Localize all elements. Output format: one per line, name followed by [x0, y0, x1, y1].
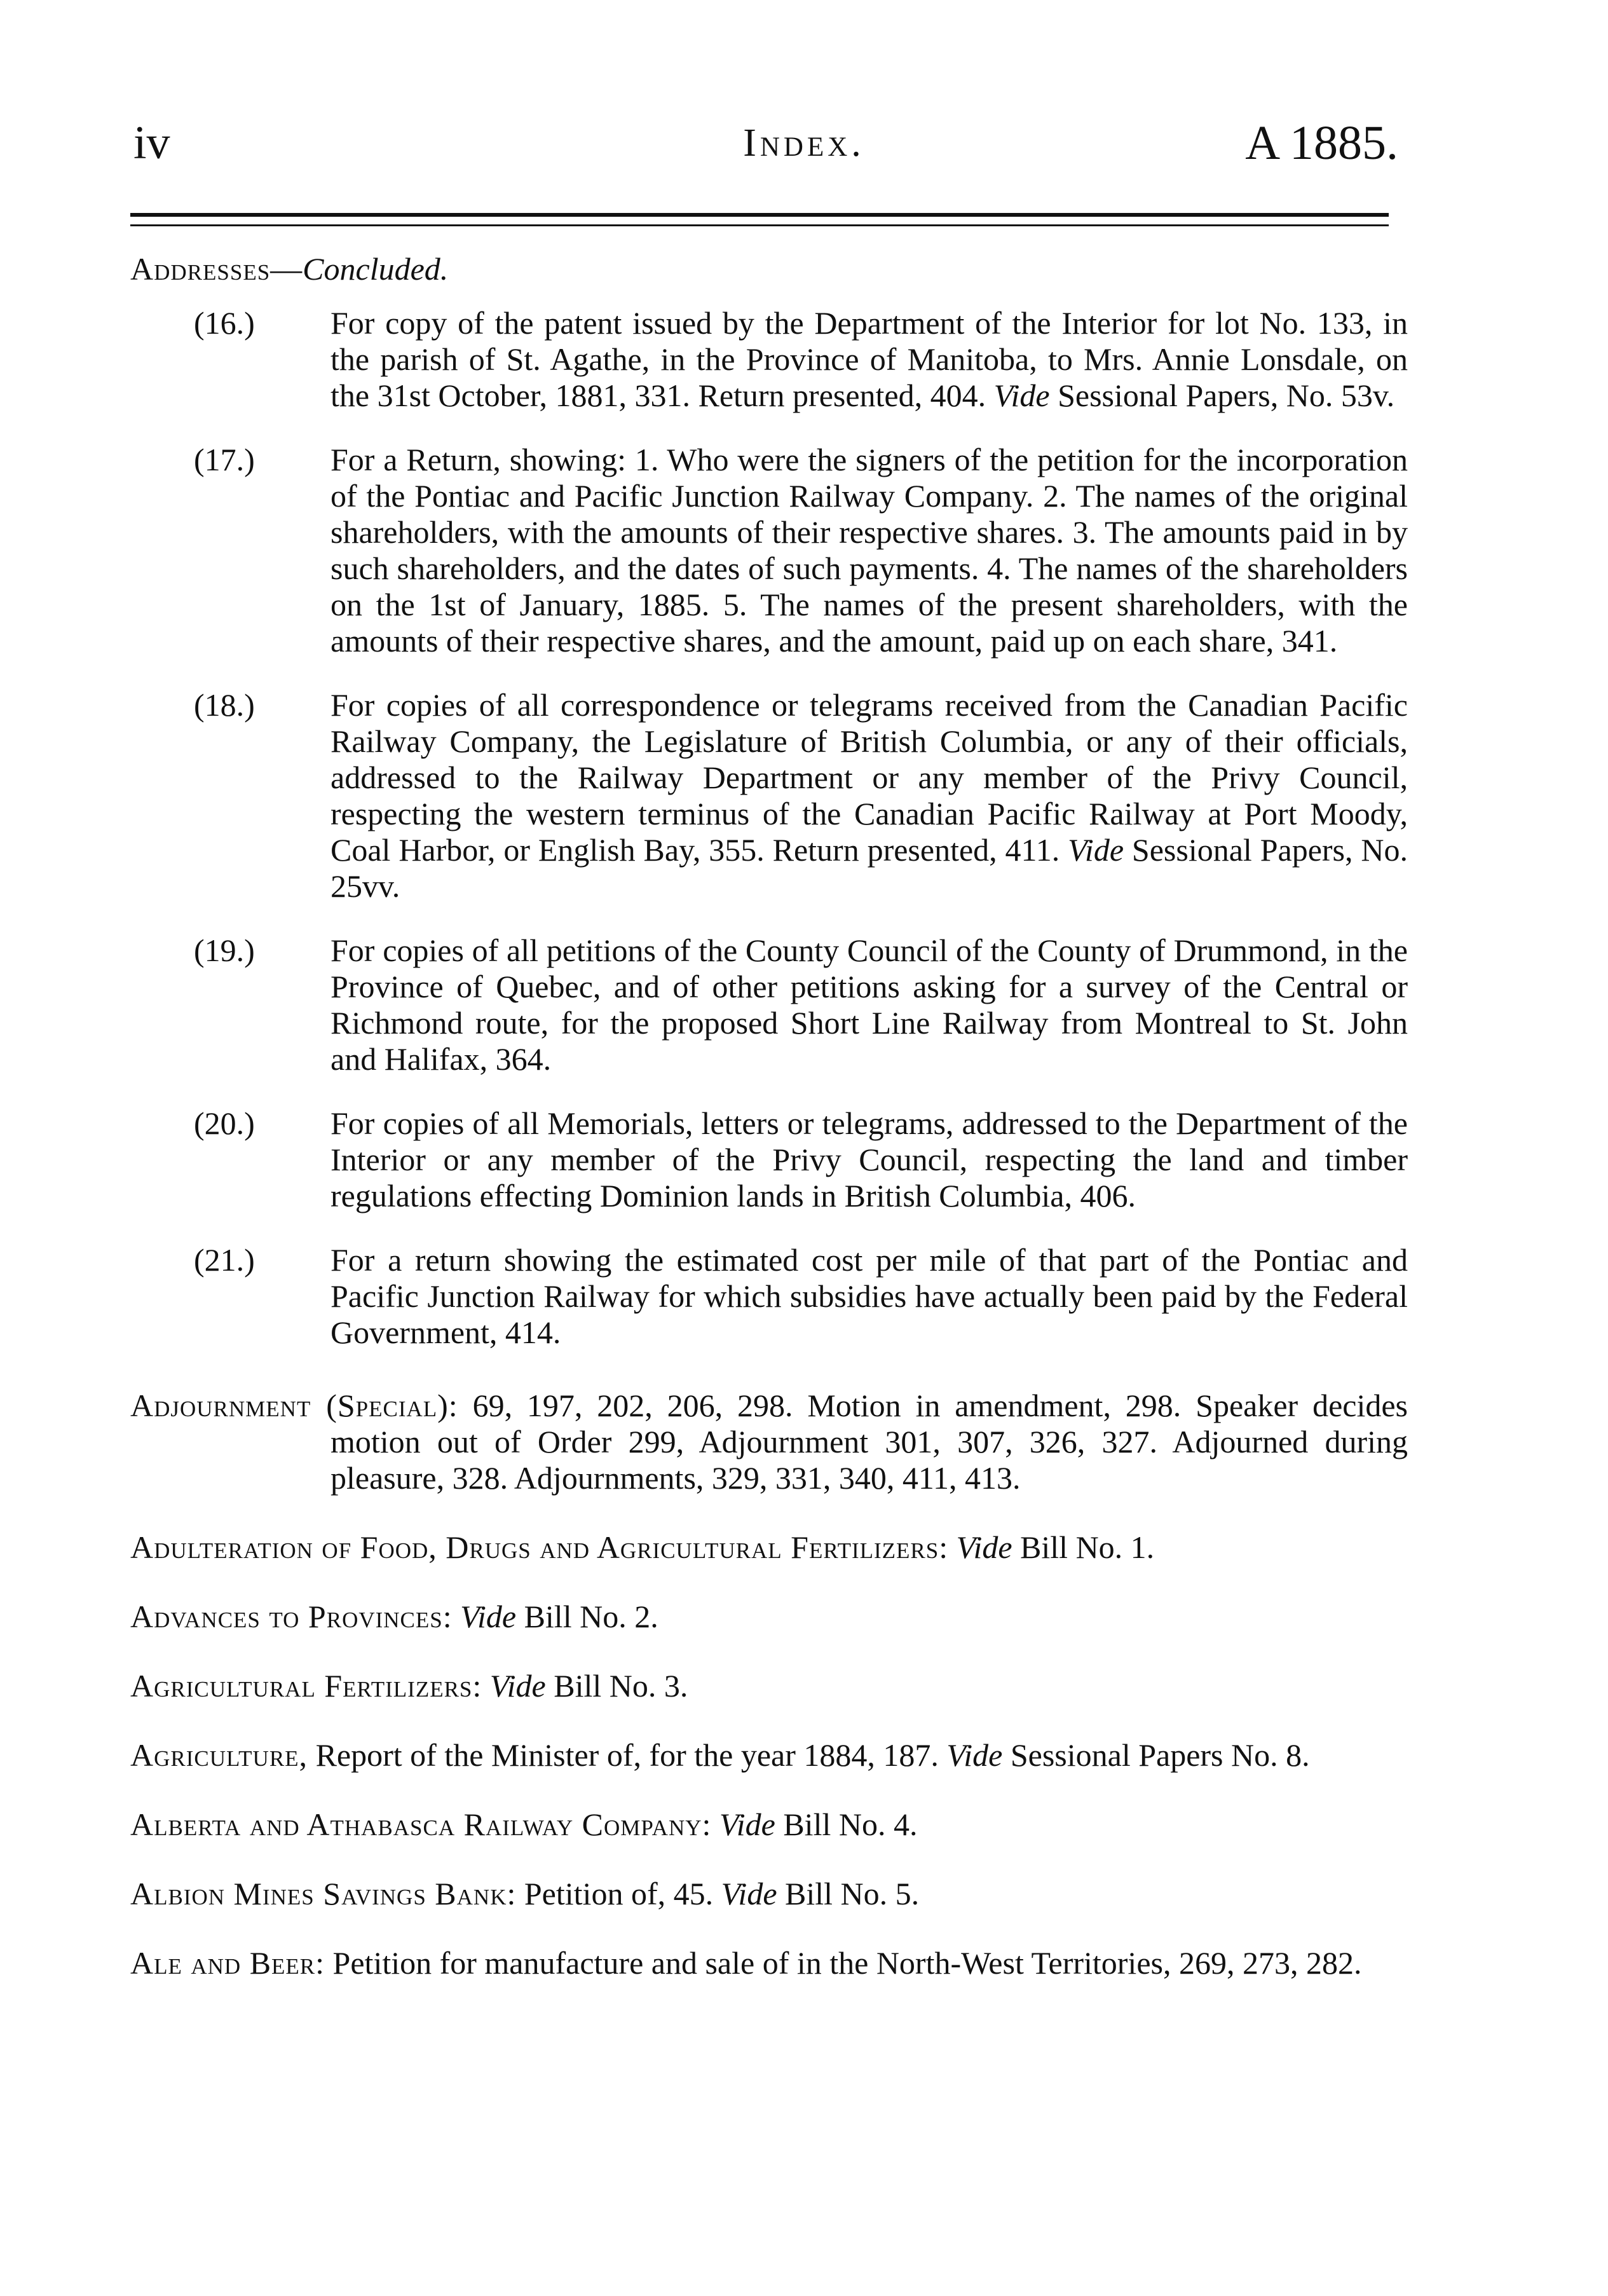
- section-heading: [130, 251, 1408, 287]
- list-item: [130, 933, 1408, 1077]
- list-item: [130, 305, 1408, 414]
- index-topic: [130, 1807, 1408, 1843]
- item-number: (18.): [194, 687, 255, 723]
- page-number: iv: [133, 117, 170, 169]
- index-topic: [130, 1737, 1408, 1773]
- vide-label: Vide: [993, 378, 1050, 413]
- topic-text: Petition for manufacture and sale of in the North-West Territories, 269, 273, 282.: [332, 1945, 1362, 1981]
- item-text: For a return showing the estimated cost per mile of that part of the Pontiac and Pacific Junction Railway for which subsidies have actually been paid by the Federal Government, 414.: [330, 1242, 1408, 1350]
- index-topic: [130, 1388, 1408, 1496]
- index-topic: [130, 1529, 1408, 1566]
- vide-label: Vide: [460, 1599, 517, 1634]
- topic-heading: Adulteration of Food, Drugs and Agricultural Fertilizers:: [130, 1529, 949, 1565]
- topic-heading: Alberta and Athabasca Railway Company:: [130, 1807, 712, 1842]
- item-text: For copies of all correspondence or telegrams received from the Canadian Pacific Railway Company, the Legislature of British Columbia, or any of their officials, addressed to the Railway Department or any member of the Privy Council, respecting the western terminus of the Canadian Pacific Railway at Port Moody, Coal Harbor, or English Bay, 355. Return presented, 411.: [330, 687, 1408, 868]
- vide-label: Vide: [721, 1876, 777, 1911]
- topic-reference: Sessional Papers No. 8.: [1010, 1737, 1310, 1773]
- item-number: (21.): [194, 1242, 255, 1278]
- item-number: (20.): [194, 1105, 255, 1141]
- topic-reference: Bill No. 4.: [783, 1807, 918, 1842]
- item-reference: Sessional Papers, No. 53v.: [1058, 378, 1395, 413]
- item-text: For copies of all Memorials, letters or telegrams, addressed to the Department of the Interior or any member of the Privy Council, respecting the land and timber regulations effecting Dominion lands in British Columbia, 406.: [330, 1105, 1408, 1213]
- topic-reference: Bill No. 3.: [554, 1668, 688, 1704]
- vide-label: Vide: [719, 1807, 775, 1842]
- index-topic: [130, 1876, 1408, 1912]
- index-topic: [130, 1945, 1408, 1981]
- topic-text: Report of the Minister of, for the year 1884, 187.: [315, 1737, 939, 1773]
- vide-label: Vide: [489, 1668, 546, 1704]
- index-topic: [130, 1668, 1408, 1704]
- index-body: [130, 251, 1408, 2014]
- topic-heading: Advances to Provinces:: [130, 1599, 453, 1634]
- item-number: (17.): [194, 442, 255, 477]
- header-rule-thin: [130, 224, 1389, 226]
- vide-label: Vide: [956, 1529, 1012, 1565]
- topic-reference: Bill No. 1.: [1020, 1529, 1155, 1565]
- list-item: [130, 687, 1408, 905]
- topic-reference: Bill No. 5.: [785, 1876, 920, 1911]
- topic-text: Petition of, 45.: [524, 1876, 714, 1911]
- header-rule-thick: [130, 213, 1389, 217]
- vide-label: Vide: [1068, 832, 1124, 868]
- list-item: [130, 1105, 1408, 1214]
- list-item: [130, 1242, 1408, 1351]
- topic-text: 69, 197, 202, 206, 298. Motion in amendment, 298. Speaker decides motion out of Order 299, Adjournment 301, 307, 326, 327. Adjourned during pleasure, 328. Adjournments, 329, 331, 340, 411, 413.: [330, 1388, 1408, 1496]
- item-text: For a Return, showing: 1. Who were the signers of the petition for the incorporation of the Pontiac and Pacific Junction Railway Company. 2. The names of the original shareholders, with the amounts of their respective shares. 3. The amounts paid in by such shareholders, and the dates of such payments. 4. The names of the shareholders on the 1st of January, 1885. 5. The names of the present shareholders, with the amounts of their respective shares, and the amount, paid up on each share, 341.: [330, 442, 1408, 659]
- year-label: A 1885.: [1245, 116, 1398, 170]
- topic-heading: Albion Mines Savings Bank:: [130, 1876, 517, 1911]
- topic-heading: Ale and Beer:: [130, 1945, 325, 1981]
- item-number: (16.): [194, 305, 255, 341]
- topic-reference: Bill No. 2.: [524, 1599, 658, 1634]
- vide-label: Vide: [946, 1737, 1003, 1773]
- topic-heading: Adjournment (Special):: [130, 1388, 458, 1423]
- item-text: For copy of the patent issued by the Department of the Interior for lot No. 133, in the parish of St. Agathe, in the Province of Manitoba, to Mrs. Annie Lonsdale, on the 31st October, 1881, 331. Return presented, 404.: [330, 305, 1408, 413]
- item-number: (19.): [194, 933, 255, 968]
- section-heading-label: Addresses—: [130, 251, 303, 287]
- topic-heading: Agricultural Fertilizers:: [130, 1668, 482, 1704]
- item-text: For copies of all petitions of the County Council of the County of Drummond, in the Province of Quebec, and of other petitions asking for a survey of the Central or Richmond route, for the proposed Short Line Railway from Montreal to St. John and Halifax, 364.: [330, 933, 1408, 1077]
- page-title: Index.: [743, 121, 865, 165]
- topic-heading: Agriculture,: [130, 1737, 308, 1773]
- section-heading-suffix: Concluded.: [303, 251, 449, 287]
- list-item: [130, 442, 1408, 659]
- index-topic: [130, 1599, 1408, 1635]
- item-reference: Sessional Papers, No. 25vv.: [330, 832, 1408, 904]
